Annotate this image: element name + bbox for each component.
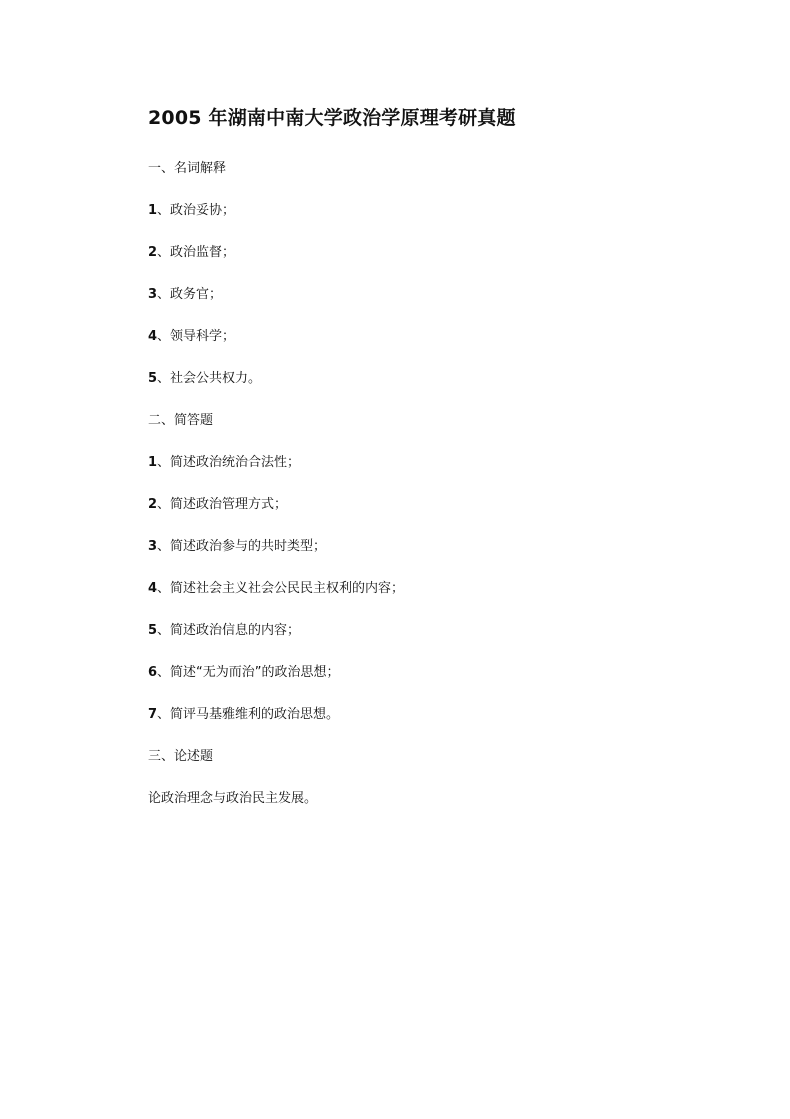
item-text: 、政治监督； bbox=[157, 245, 236, 260]
item-text: 、简述社会主义社会公民民主权利的内容； bbox=[157, 581, 405, 596]
item-number: 5 bbox=[148, 371, 158, 386]
list-item bbox=[148, 706, 708, 724]
item-text: 、社会公共权力。 bbox=[157, 371, 262, 386]
item-number: 1 bbox=[148, 455, 158, 470]
essay-question: 论政治理念与政治民主发展。 bbox=[148, 791, 318, 806]
item-text: 、简述“无为而治”的政治思想； bbox=[157, 665, 340, 680]
item-text: 、简述政治参与的共时类型； bbox=[157, 539, 327, 554]
item-text: 、政务官； bbox=[157, 287, 223, 302]
item-number: 7 bbox=[148, 707, 158, 722]
item-number: 3 bbox=[148, 539, 158, 554]
document-title: 2005 年湖南中南大学政治学原理考研真题 bbox=[148, 107, 516, 129]
item-text: 、简评马基雅维利的政治思想。 bbox=[157, 707, 340, 722]
list-item bbox=[148, 538, 708, 556]
list-item bbox=[148, 664, 708, 682]
item-text: 、政治妥协； bbox=[157, 203, 236, 218]
list-item bbox=[148, 286, 708, 304]
item-text: 、领导科学； bbox=[157, 329, 236, 344]
list-item bbox=[148, 580, 708, 598]
list-item bbox=[148, 328, 708, 346]
item-number: 2 bbox=[148, 497, 158, 512]
list-item bbox=[148, 244, 708, 262]
item-number: 3 bbox=[148, 287, 158, 302]
item-number: 4 bbox=[148, 329, 158, 344]
item-number: 2 bbox=[148, 245, 158, 260]
list-item bbox=[148, 454, 708, 472]
section-heading: 一、名词解释 bbox=[148, 161, 227, 176]
section-heading: 二、简答题 bbox=[148, 413, 214, 428]
item-text: 、简述政治管理方式； bbox=[157, 497, 288, 512]
document-content bbox=[148, 104, 708, 808]
item-text: 、简述政治信息的内容； bbox=[157, 623, 301, 638]
item-text: 、简述政治统治合法性； bbox=[157, 455, 301, 470]
item-number: 6 bbox=[148, 665, 158, 680]
list-item bbox=[148, 622, 708, 640]
list-item bbox=[148, 370, 708, 388]
list-item bbox=[148, 496, 708, 514]
item-number: 1 bbox=[148, 203, 158, 218]
section-heading: 三、论述题 bbox=[148, 749, 214, 764]
item-number: 4 bbox=[148, 581, 158, 596]
item-number: 5 bbox=[148, 623, 158, 638]
list-item bbox=[148, 202, 708, 220]
